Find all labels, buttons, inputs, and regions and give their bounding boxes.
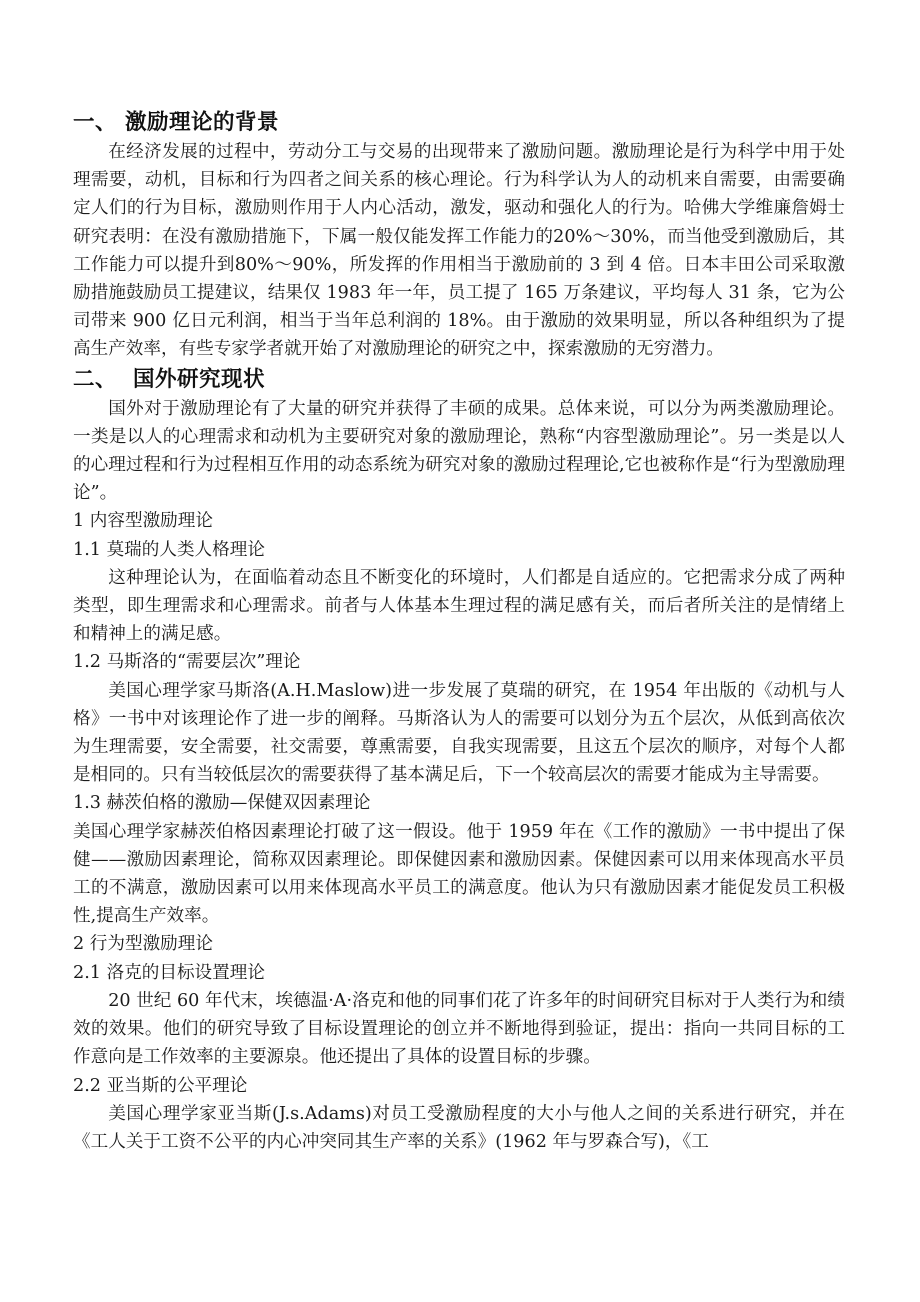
section-heading-background: 一、 激励理论的背景 (73, 110, 279, 135)
subheading-murray-personality-theory: 1.1 莫瑞的人类人格理论 (73, 539, 265, 560)
paragraph-foreign-research-overview: 国外对于激励理论有了大量的研究并获得了丰硕的成果。总体来说，可以分为两类激励理论。一类是以人的心理需求和动机为主要研究对象的激励理论，熟称“内容型激励理论”。另一类是以人的心理过程和行为过程相互作用的动态系统为研究对象的激励过程理论,它也被称作是“行为型激励理论”。 (73, 398, 845, 504)
paragraph-herzberg-two-factor-theory: 美国心理学家赫茨伯格因素理论打破了这一假设。他于 1959 年在《工作的激励》一书中提出了保健——激励因素理论，简称双因素理论。即保健因素和激励因素。保健因素可以用来体现高水平员工的不满意，激励因素可以用来体现高水平员工的满意度。他认为只有激励因素才能促发员工积极性,提高生产效率。 (73, 821, 845, 927)
document-body (73, 108, 845, 1156)
subheading-herzberg-two-factor-theory: 1.3 赫茨伯格的激励—保健双因素理论 (73, 793, 371, 814)
subheading-adams-equity-theory: 2.2 亚当斯的公平理论 (73, 1075, 248, 1096)
subheading-behavioral-theories: 2 行为型激励理论 (73, 934, 213, 955)
subheading-maslow-hierarchy-theory: 1.2 马斯洛的“需要层次”理论 (73, 652, 301, 673)
paragraph-murray-personality-theory: 这种理论认为，在面临着动态且不断变化的环境时，人们都是自适应的。它把需求分成了两种类型，即生理需求和心理需求。前者与人体基本生理过程的满足感有关，而后者所关注的是情绪上和精神上的满足感。 (73, 567, 845, 645)
paragraph-locke-goal-setting-theory: 20 世纪 60 年代末，埃德温·A·洛克和他的同事们花了许多年的时间研究目标对于人类行为和绩效的效果。他们的研究导致了目标设置理论的创立并不断地得到验证，提出：指向一共同目标的工作意向是工作效率的主要源泉。他还提出了具体的设置目标的步骤。 (73, 990, 845, 1068)
paragraph-adams-equity-theory: 美国心理学家亚当斯(J.s.Adams)对员工受激励程度的大小与他人之间的关系进行研究，并在《工人关于工资不公平的内心冲突同其生产率的关系》(1962 年与罗森合写)，《工 (73, 1103, 845, 1152)
paragraph-maslow-hierarchy-theory: 美国心理学家马斯洛(A.H.Maslow)进一步发展了莫瑞的研究，在 1954 年出版的《动机与人格》一书中对该理论作了进一步的阐释。马斯洛认为人的需要可以划分为五个层次，从低到高依次为生理需要，安全需要，社交需要，尊熏需要，自我实现需要，且这五个层次的顺序，对每个人都是相同的。只有当较低层次的需要获得了基本满足后，下一个较高层次的需要才能成为主导需要。 (73, 680, 845, 786)
section-heading-foreign-research: 二、 国外研究现状 (73, 366, 265, 392)
paragraph-background-intro: 在经济发展的过程中，劳动分工与交易的出现带来了激励问题。激励理论是行为科学中用于处理需要，动机，目标和行为四者之间关系的核心理论。行为科学认为人的动机来自需要，由需要确定人们的行为目标，激励则作用于人内心活动，激发，驱动和强化人的行为。哈佛大学维廉詹姆士研究表明：在没有激励措施下，下属一般仅能发挥工作能力的20%～30%，而当他受到激励后，其工作能力可以提升到80%～90%，所发挥的作用相当于激励前的 3 到 4 倍。日本丰田公司采取激励措施鼓励员工提建议，结果仅 1983 年一年，员工提了 165 万条建议，平均每人 31 条，它为公司带来 900 亿日元利润，相当于当年总利润的 18%。由于激励的效果明显，所以各种组织为了提高生产效率，有些专家学者就开始了对激励理论的研究之中，探索激励的无穷潜力。 (73, 142, 845, 360)
subheading-content-theories: 1 内容型激励理论 (73, 511, 213, 532)
subheading-locke-goal-setting-theory: 2.1 洛克的目标设置理论 (73, 962, 265, 983)
